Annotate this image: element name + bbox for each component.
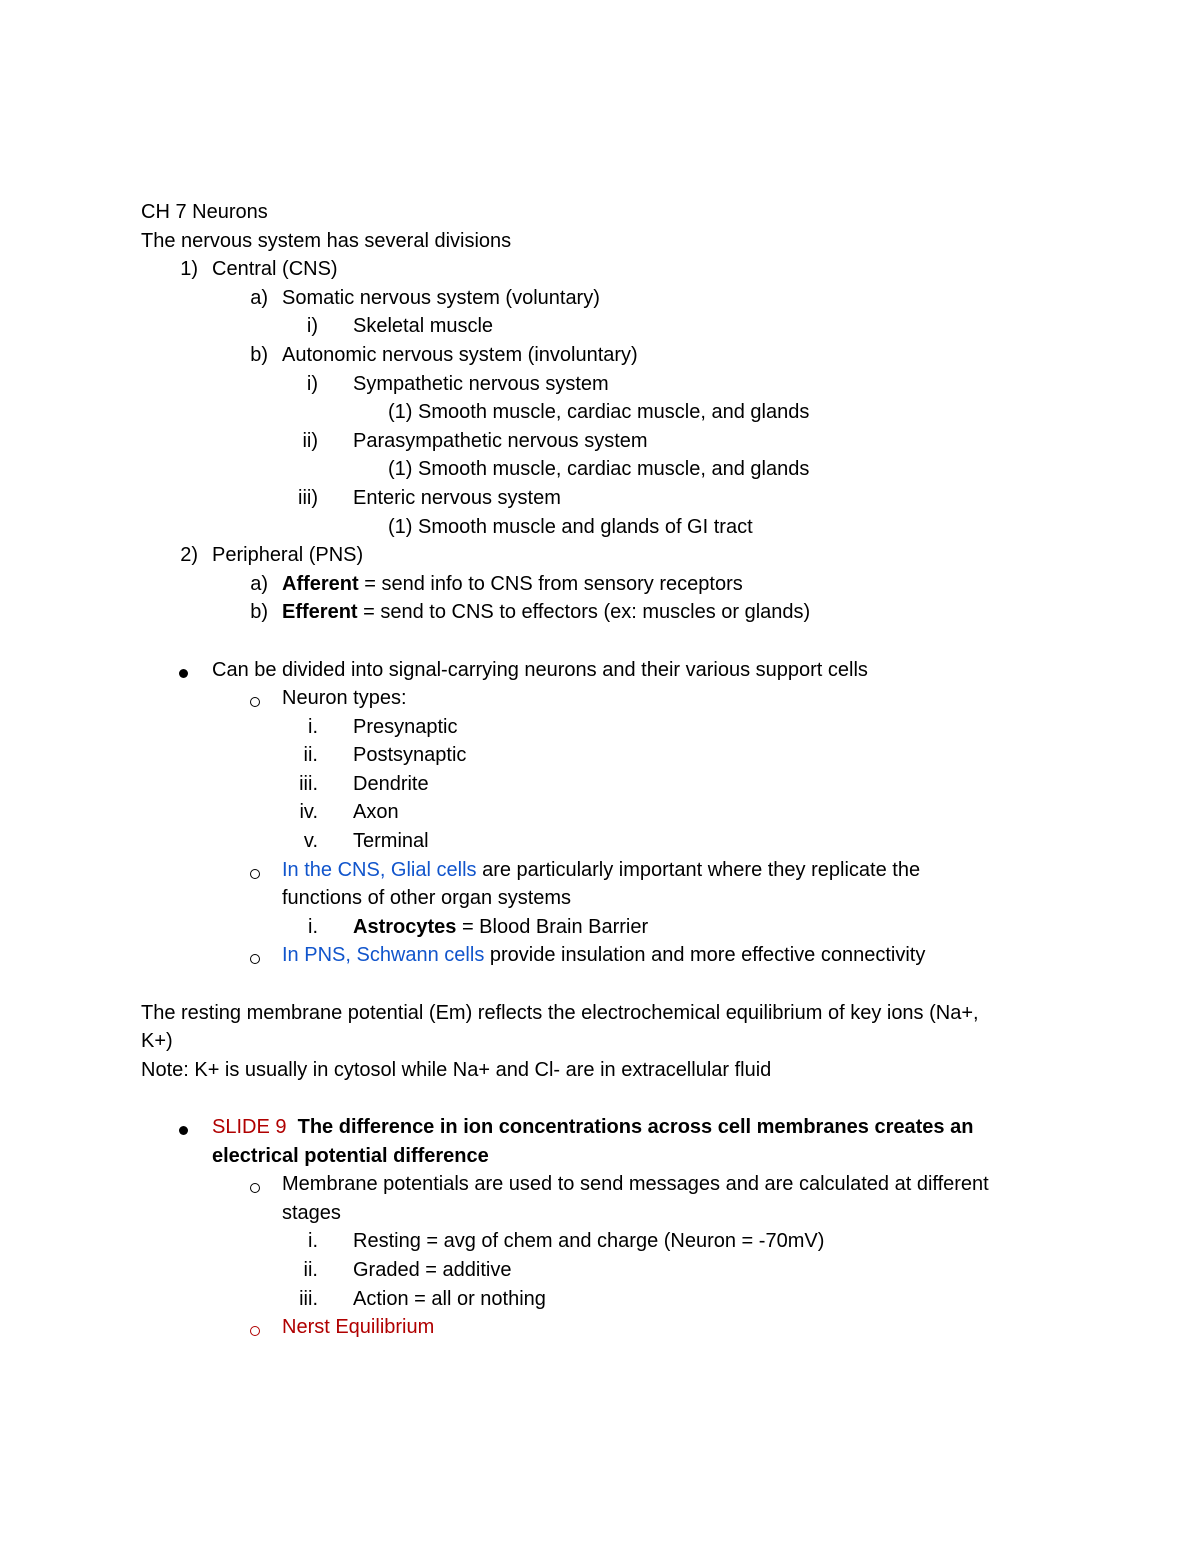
term-efferent: Efferent	[282, 601, 358, 624]
list-item-label: Parasympathetic nervous system	[353, 429, 648, 452]
hollow-circle-icon	[250, 697, 260, 707]
list-item-stage	[141, 1256, 1061, 1285]
list-item-label: Smooth muscle, cardiac muscle, and glands	[418, 458, 810, 481]
list-item-label: Axon	[353, 801, 399, 824]
list-marker: (1)	[388, 458, 413, 481]
highlight-schwann: In PNS, Schwann cells	[282, 944, 485, 967]
list-marker: 1)	[180, 258, 198, 281]
list-item-skeletal	[141, 312, 1061, 341]
sub-bullet-schwann	[141, 941, 1061, 970]
list-marker: (1)	[388, 515, 413, 538]
bullet-text: Membrane potentials are used to send messages and are calculated at different	[282, 1173, 989, 1196]
list-item-label: Somatic nervous system (voluntary)	[282, 286, 600, 309]
sub-bullet-nerst	[141, 1313, 1061, 1342]
bullet-text: provide insulation and more effective connectivity	[484, 944, 926, 967]
list-marker: 2)	[180, 544, 198, 567]
highlight-glial: In the CNS, Glial cells	[282, 858, 477, 881]
list-item-sympathetic	[141, 370, 1061, 399]
bullet-item-slide9	[141, 1113, 1061, 1142]
list-item-label: Smooth muscle, cardiac muscle, and glands	[418, 401, 810, 424]
list-item-afferent	[141, 570, 1061, 599]
list-item-somatic	[141, 284, 1061, 313]
resting-paragraph: The resting membrane potential (Em) reflects the electrochemical equilibrium of key ions (Na+,	[141, 1001, 979, 1024]
list-marker: i)	[306, 372, 318, 395]
list-marker: b)	[250, 343, 268, 366]
hollow-circle-icon	[250, 1183, 260, 1193]
list-item-neuron-type	[141, 741, 1061, 770]
list-marker: i)	[306, 315, 318, 338]
list-item-enteric-target	[141, 513, 1061, 542]
list-marker: a)	[250, 286, 268, 309]
sub-bullet-glial	[141, 856, 1061, 885]
list-item-label: Action = all or nothing	[353, 1287, 546, 1310]
list-item-label: Resting = avg of chem and charge (Neuron = -70mV)	[353, 1230, 825, 1253]
list-item-enteric	[141, 484, 1061, 513]
list-marker: iv.	[299, 801, 318, 824]
list-item-stage	[141, 1285, 1061, 1314]
bullet-text: Neuron types:	[282, 687, 407, 710]
list-item-label: Autonomic nervous system (involuntary)	[282, 343, 638, 366]
list-item-label: Peripheral (PNS)	[212, 544, 364, 567]
sub-bullet-neuron-types	[141, 684, 1061, 713]
spacer	[141, 627, 1061, 656]
list-marker: b)	[250, 601, 268, 624]
sub-bullet-potentials-cont	[141, 1199, 1061, 1228]
list-marker: (1)	[388, 401, 413, 424]
list-item-parasympathetic-target	[141, 455, 1061, 484]
list-item-neuron-type	[141, 827, 1061, 856]
list-item-neuron-type	[141, 770, 1061, 799]
list-item-label: Postsynaptic	[353, 744, 467, 767]
term-astrocytes: Astrocytes	[353, 915, 457, 938]
bold-heading-cont: electrical potential difference	[212, 1144, 489, 1167]
sub-bullet-glial-cont	[141, 884, 1061, 913]
bullet-text: functions of other organ systems	[282, 887, 572, 910]
list-item-label: Dendrite	[353, 772, 429, 795]
list-item-astrocytes	[141, 913, 1061, 942]
definition: = send info to CNS from sensory receptors	[358, 572, 743, 595]
list-marker: ii.	[303, 744, 318, 767]
bullet-dot-icon	[179, 1126, 188, 1135]
list-marker: iii.	[299, 1287, 318, 1310]
spacer	[141, 1084, 1061, 1113]
note-line: Note: K+ is usually in cytosol while Na+ and Cl- are in extracellular fluid	[141, 1058, 772, 1081]
bullet-dot-icon	[179, 669, 188, 678]
term-afferent: Afferent	[282, 572, 359, 595]
hollow-circle-icon	[250, 869, 260, 879]
list-item-label: Skeletal muscle	[353, 315, 494, 338]
list-marker: i.	[308, 915, 318, 938]
document-body	[141, 198, 1061, 1342]
bullet-text: Nerst Equilibrium	[282, 1316, 435, 1339]
bullet-text: Can be divided into signal-carrying neurons and their various support cells	[212, 658, 868, 681]
hollow-circle-icon	[250, 1326, 260, 1336]
list-item-autonomic	[141, 341, 1061, 370]
list-item-label: Terminal	[353, 830, 429, 853]
bullet-item-divisions	[141, 656, 1061, 685]
list-item-stage	[141, 1227, 1061, 1256]
hollow-circle-icon	[250, 954, 260, 964]
list-item-label: Enteric nervous system	[353, 486, 561, 509]
intro-line: The nervous system has several divisions	[141, 229, 512, 252]
list-item-label: Central (CNS)	[212, 258, 338, 281]
list-item-neuron-type	[141, 713, 1061, 742]
definition: = send to CNS to effectors (ex: muscles or glands)	[357, 601, 811, 624]
list-item-parasympathetic	[141, 427, 1061, 456]
list-marker: ii)	[302, 429, 318, 452]
sub-bullet-potentials	[141, 1170, 1061, 1199]
spacer	[141, 970, 1061, 999]
list-marker: v.	[303, 830, 318, 853]
list-item-cns	[141, 255, 1061, 284]
list-item-efferent	[141, 598, 1061, 627]
resting-paragraph-cont: K+)	[141, 1030, 173, 1053]
list-item-sympathetic-target	[141, 398, 1061, 427]
list-marker: iii)	[298, 486, 318, 509]
list-item-neuron-type	[141, 798, 1061, 827]
bullet-text: are particularly important where they replicate the	[476, 858, 921, 881]
list-item-label: Graded = additive	[353, 1258, 512, 1281]
list-marker: i.	[308, 715, 318, 738]
bullet-item-slide9-cont	[141, 1142, 1061, 1171]
bold-heading: The difference in ion concentrations across cell membranes creates an	[297, 1116, 974, 1138]
list-marker: ii.	[303, 1258, 318, 1281]
list-item-label: Presynaptic	[353, 715, 458, 738]
list-marker: i.	[308, 1230, 318, 1253]
list-marker: iii.	[299, 772, 318, 795]
list-item-label: Sympathetic nervous system	[353, 372, 609, 395]
list-marker: a)	[250, 572, 268, 595]
slide-label: SLIDE 9	[212, 1116, 287, 1138]
bullet-text: stages	[282, 1201, 341, 1224]
list-item-pns	[141, 541, 1061, 570]
definition: = Blood Brain Barrier	[456, 915, 649, 938]
list-item-label: Smooth muscle and glands of GI tract	[418, 515, 753, 538]
doc-title: CH 7 Neurons	[141, 201, 268, 223]
